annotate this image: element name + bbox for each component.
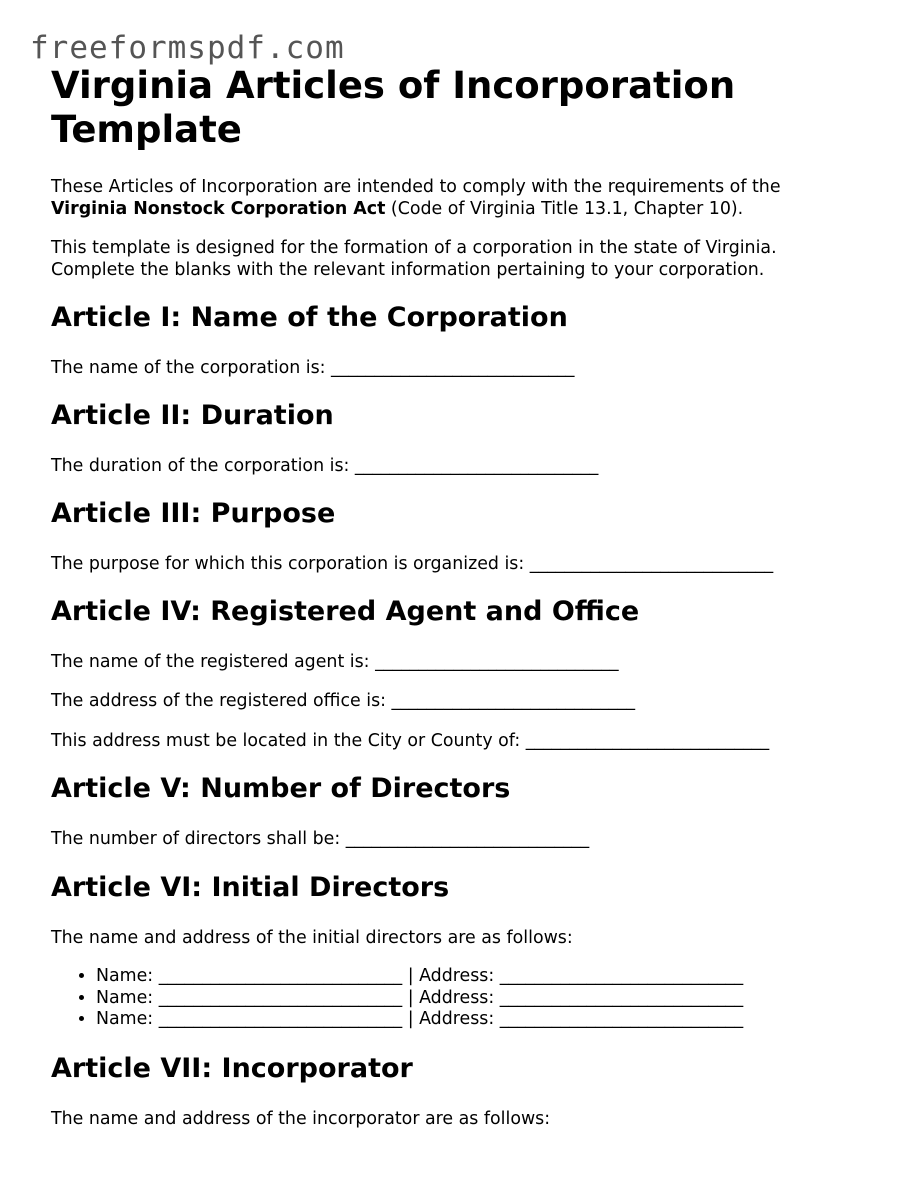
article-5-line: The number of directors shall be: ____________________________ — [51, 829, 590, 849]
intro-text-1: These Articles of Incorporation are intended to comply with the requirements of the — [51, 177, 781, 197]
watermark-text: freeformspdf.com — [30, 30, 345, 66]
heading-article-4: Article IV: Registered Agent and Office — [51, 596, 640, 627]
article-7-line: The name and address of the incorporator are as follows: — [51, 1109, 551, 1129]
article-4-agent-line: The name of the registered agent is: ____________________________ — [51, 652, 619, 672]
article-3-line: The purpose for which this corporation is organized is: ____________________________ — [51, 554, 774, 574]
heading-article-6: Article VI: Initial Directors — [51, 872, 450, 903]
list-item: • Name: ____________________________ | Address: ____________________________ — [96, 1009, 743, 1031]
intro-paragraph-2: This template is designed for the formation of a corporation in the state of Virginia. Complete the blanks with the relevant information pertaining to your corporation. — [51, 238, 777, 280]
article-4-office-line: The address of the registered office is: ____________________________ — [51, 691, 636, 711]
article-2-line: The duration of the corporation is: ____________________________ — [51, 456, 599, 476]
heading-article-1: Article I: Name of the Corporation — [51, 302, 568, 333]
intro-text-1-end: (Code of Virginia Title 13.1, Chapter 10). — [385, 199, 744, 219]
act-name: Virginia Nonstock Corporation Act — [51, 199, 386, 219]
list-item: • Name: ____________________________ | Address: ____________________________ — [96, 988, 743, 1010]
intro-paragraph-1 — [51, 176, 851, 220]
heading-article-7: Article VII: Incorporator — [51, 1053, 413, 1084]
heading-article-3: Article III: Purpose — [51, 498, 336, 529]
document-title: Virginia Articles of Incorporation Template — [51, 64, 736, 151]
heading-article-5: Article V: Number of Directors — [51, 773, 511, 804]
article-1-line: The name of the corporation is: ____________________________ — [51, 358, 575, 378]
article-4-county-line: This address must be located in the City or County of: ____________________________ — [51, 731, 770, 751]
list-item: • Name: ____________________________ | Address: ____________________________ — [96, 966, 743, 988]
article-6-line: The name and address of the initial directors are as follows: — [51, 928, 573, 948]
initial-directors-list — [51, 966, 743, 1031]
heading-article-2: Article II: Duration — [51, 400, 334, 431]
